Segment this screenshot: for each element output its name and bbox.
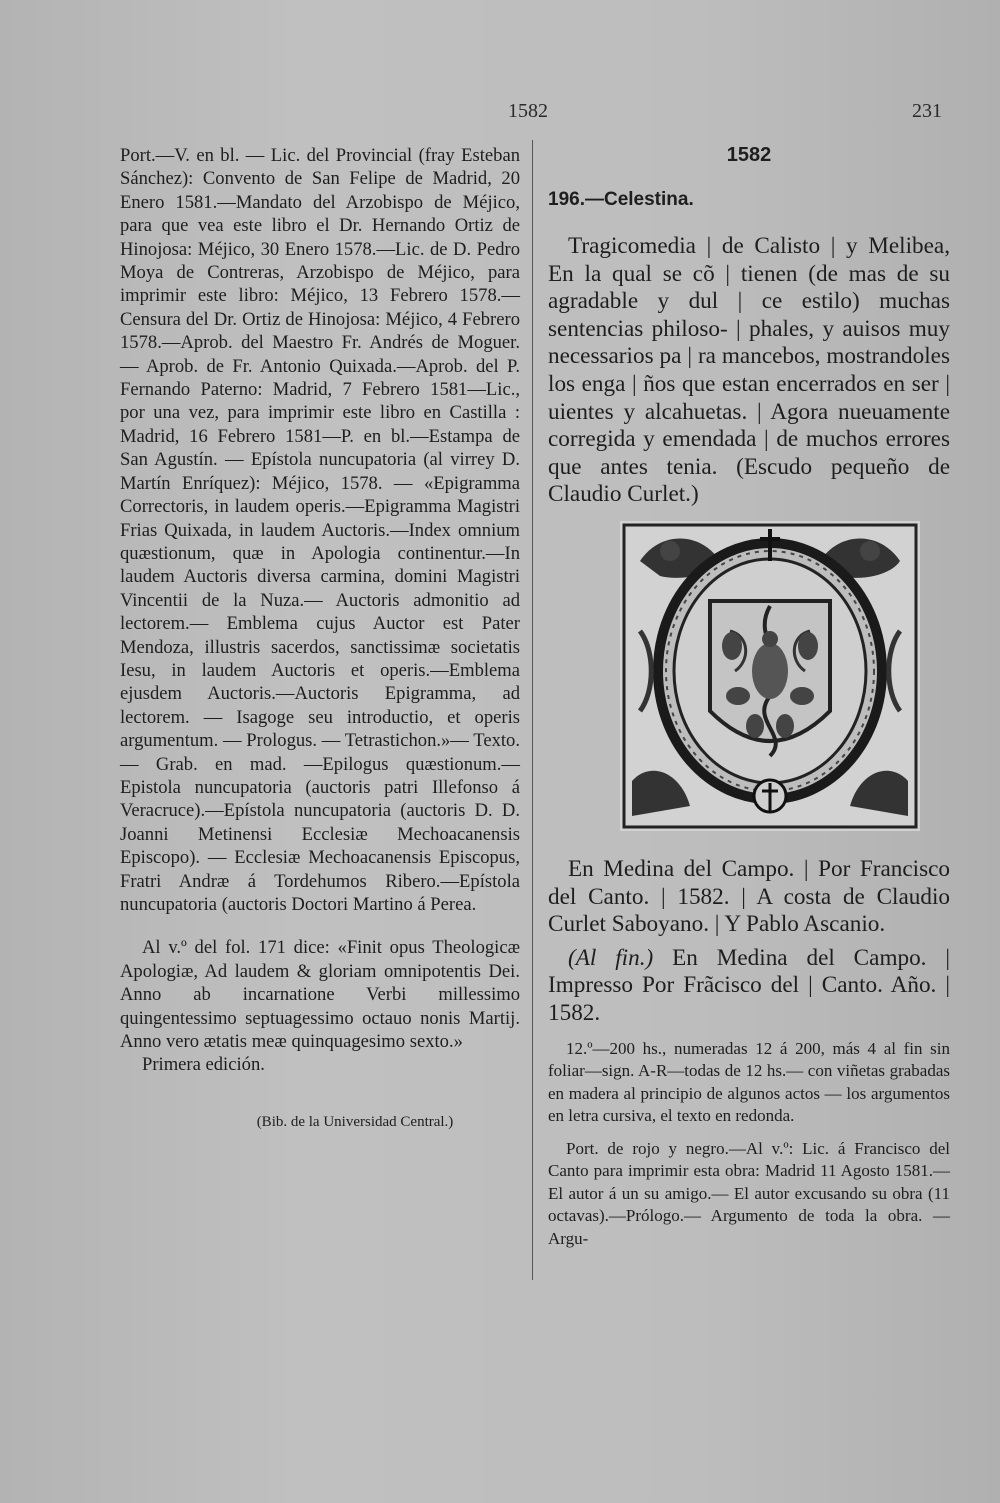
colophon-text: En Medina del Campo. | Impresso Por Frãcisco del | Canto. Año. | 1582. bbox=[548, 944, 950, 1026]
description-paragraph: Port.—V. en bl. — Lic. del Provincial (fray Esteban Sánchez): Convento de San Felipe de Madrid, 20 Enero 1581.—Mandato del Arzobispo de Méjico, para que vea este libro el Dr. Hernando Ortiz de Hinojosa: Méjico, 30 Enero 1578.—Lic. de D. Pedro Moya de Contreras, Arzobispo de Méjico, para imprimir este libro: Méjico, 13 Febrero 1578.—Censura del Dr. Ortiz de Hinojosa: Méjico, 4 Febrero 1578.—Aprob. del Maestro Fr. Andrés de Moguer. — Aprob. de Fr. Antonio Quixada.—Aprob. del P. Fernando Paterno: Madrid, 7 Febrero 1581—Lic., por una vez, para imprimir este libro en Castilla : Madrid, 16 Febrero 1581—P. en bl.—Estampa de San Agustín. — Epístola nuncupatoria (al virrey D. Martín Enríquez): Méjico, 1578. — «Epigramma Correctoris, in laudem operis.—Epigramma Magistri Frias Quixada, in laudem Auctoris.—Index omnium quæstionum, quæ in Apologia continentur.—In laudem Auctoris diversa carmina, domini Magistri Vincentii de la Nuza.— Auctoris admonitio ad lectorem.— Emblema cujus Auctor est Pater Mendoza, illustris sacerdos, sanctissimæ societatis Iesu, in laudem Auctoris et operis.—Emblema ejusdem Auctoris.—Auctoris Epigramma, ad lectorem. — Isagoge seu introductio, et operis argumentum. — Prologus. — Tetrastichon.»— Texto. — Grab. en mad. —Epilogus quæstionum.— Epistola nuncupatoria (auctoris patri Illefonso á Veracruce).—Epístola nuncupatoria (auctoris D. D. Joanni Metinensi Ecclesiæ Mechoacanensis Episcopo). — Ecclesiæ Mechoacanensis Episcopus, Fratri Andræ á Tordehumos Ribero.—Epístola nuncupatoria (auctoris Doctori Martino á Perea. bbox=[120, 145, 520, 915]
printer-device-woodcut-icon bbox=[620, 521, 920, 831]
colophon bbox=[548, 945, 950, 1028]
year-heading: 1582 bbox=[726, 144, 772, 166]
colophon-label: (Al fin.) bbox=[568, 944, 654, 971]
page-number: 231 bbox=[912, 100, 942, 122]
title-transcription: Tragicomedia | de Calisto | y Melibea, En la qual se cõ | tienen (de mas de su agradable y dul | ce estilo) muchas sentencias philoso- | phales, y auisos muy necessarios pa | ra mancebos, mostrandoles los enga | ños que estan encerrados en ser | uientes y alcahuetas. | Agora nueuamente corregida y emendada | de muchos errores que antes tenia. (Escudo pequeño de Claudio Curlet.) bbox=[548, 233, 950, 508]
edition-note: Primera edición. bbox=[142, 1054, 265, 1076]
entry-heading: 196.—Celestina. bbox=[548, 189, 694, 210]
contents: Port. de rojo y negro.—Al v.º: Lic. á Francisco del Canto para imprimir esta obra: Madrid 11 Agosto 1581.—El autor á un su amigo.— El autor excusando su obra (11 octavas).—Prólogo.— Argumento de toda la obra. — Argu- bbox=[548, 1138, 950, 1248]
colophon-paragraph: Al v.º del fol. 171 dice: «Finit opus Theologicæ Apologiæ, Ad laudem & gloriam omnipotentis Dei. Anno ab incarnatione Verbi millessimo quingentessimo septuagessimo octauo nonis Martij. Anno vero ætatis meæ quinquagesimo sexto.» bbox=[120, 937, 520, 1053]
right-column bbox=[548, 144, 950, 1250]
left-column bbox=[120, 144, 520, 1134]
imprint: En Medina del Campo. | Por Francisco del Canto. | 1582. | A costa de Claudio Curlet Saboyano. | Y Pablo Ascanio. bbox=[548, 855, 950, 938]
column-divider bbox=[532, 140, 533, 1280]
library-location: (Bib. de la Universidad Central.) bbox=[256, 1113, 454, 1130]
collation: 12.º—200 hs., numeradas 12 á 200, más 4 al fin sin foliar—sign. A-R—todas de 12 hs.— con viñetas grabadas en madera al principio de algunos actos — los argumentos en letra cursiva, el texto en redonda. bbox=[548, 1038, 950, 1125]
running-head-year: 1582 bbox=[508, 100, 548, 122]
